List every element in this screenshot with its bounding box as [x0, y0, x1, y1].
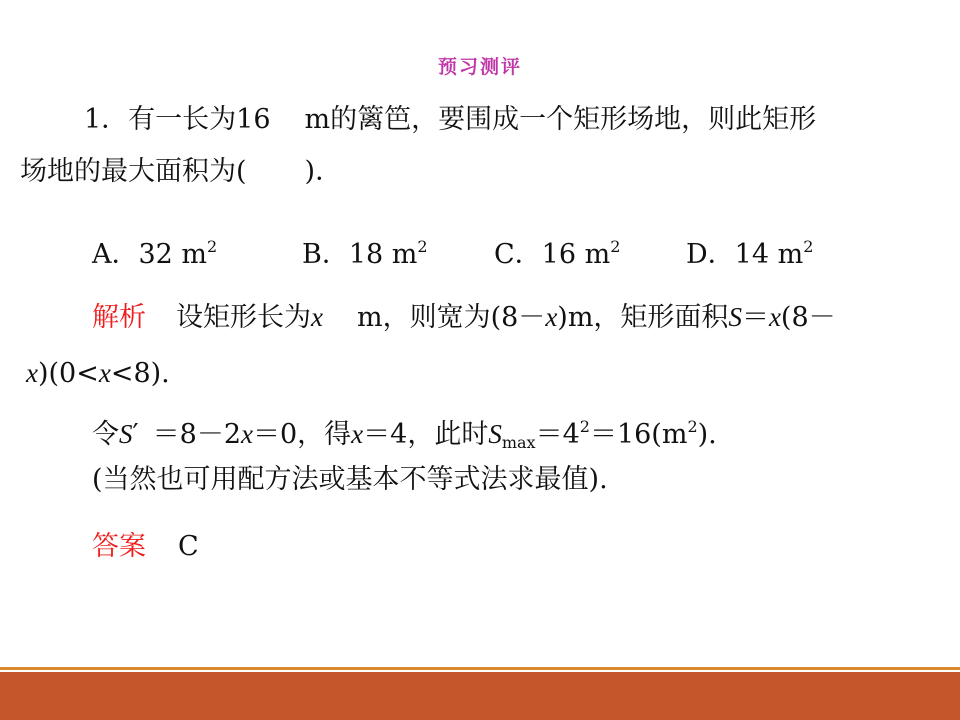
question-text: 场地的最大面积为( [20, 156, 247, 187]
question-text: 1．有一长为16 [84, 104, 271, 135]
solution-note: (当然也可用配方法或基本不等式法求最值). [92, 464, 608, 495]
question-line-2 [20, 155, 342, 189]
option-b-exponent: 2 [417, 237, 428, 256]
solution-text: <8). [110, 358, 170, 389]
math-variable: x [26, 358, 38, 388]
solution-text: ＝16(m [589, 419, 688, 450]
option-d-text: D．14 m [686, 239, 804, 270]
solution-text: (8－ [780, 302, 836, 333]
option-d-exponent: 2 [803, 237, 814, 256]
option-a-exponent: 2 [207, 237, 218, 256]
option-a-text: A．32 m [92, 239, 208, 270]
math-variable: S [488, 419, 502, 449]
solution-text: ＝4 [535, 419, 580, 450]
solution-text: ＝8－2 [152, 419, 241, 450]
option-a [92, 230, 217, 272]
solution-text: ). [697, 419, 717, 450]
footer-bar [0, 672, 960, 720]
answer-line [92, 530, 199, 564]
solution-label: 解析 [92, 302, 146, 333]
math-variable: x [311, 302, 323, 332]
math-variable: x [241, 419, 253, 449]
footer-accent-line [0, 667, 960, 670]
solution-line-4 [92, 463, 608, 497]
question-text: )． [304, 156, 343, 187]
solution-text: m，则宽为(8－ [356, 302, 546, 333]
exponent: 2 [579, 417, 590, 436]
solution-line-3 [92, 410, 717, 460]
math-variable: S [728, 302, 742, 332]
solution-line-1 [92, 300, 836, 335]
solution-text: ＝0，得 [252, 419, 352, 450]
solution-text: )m，矩形面积 [557, 302, 729, 333]
solution-text: ＝ [741, 302, 769, 333]
option-b-text: B．18 m [302, 239, 418, 270]
solution-text: 设矩形长为 [176, 302, 311, 333]
solution-text: )(0< [37, 358, 99, 389]
math-variable: x [98, 358, 111, 388]
subscript-max: max [501, 433, 536, 452]
option-b [302, 230, 428, 272]
option-c [494, 230, 620, 272]
question-text: m的篱笆，要围成一个矩形场地，则此矩形 [304, 104, 817, 135]
option-d [686, 230, 813, 272]
section-title: 预习测评 [437, 56, 522, 78]
exponent: 2 [687, 417, 698, 436]
math-variable: S [119, 419, 133, 449]
prime-symbol: ′ [132, 419, 139, 450]
math-variable: x [351, 419, 364, 449]
solution-text: ＝4，此时 [363, 419, 489, 450]
solution-text: 令 [92, 419, 119, 450]
math-variable: x [768, 302, 781, 332]
answer-value: C [178, 531, 199, 562]
option-c-text: C．16 m [494, 239, 611, 270]
option-c-exponent: 2 [610, 237, 621, 256]
math-variable: x [545, 302, 558, 332]
answer-label: 答案 [92, 531, 146, 562]
question-line-1 [84, 103, 816, 137]
solution-line-2 [26, 356, 170, 391]
